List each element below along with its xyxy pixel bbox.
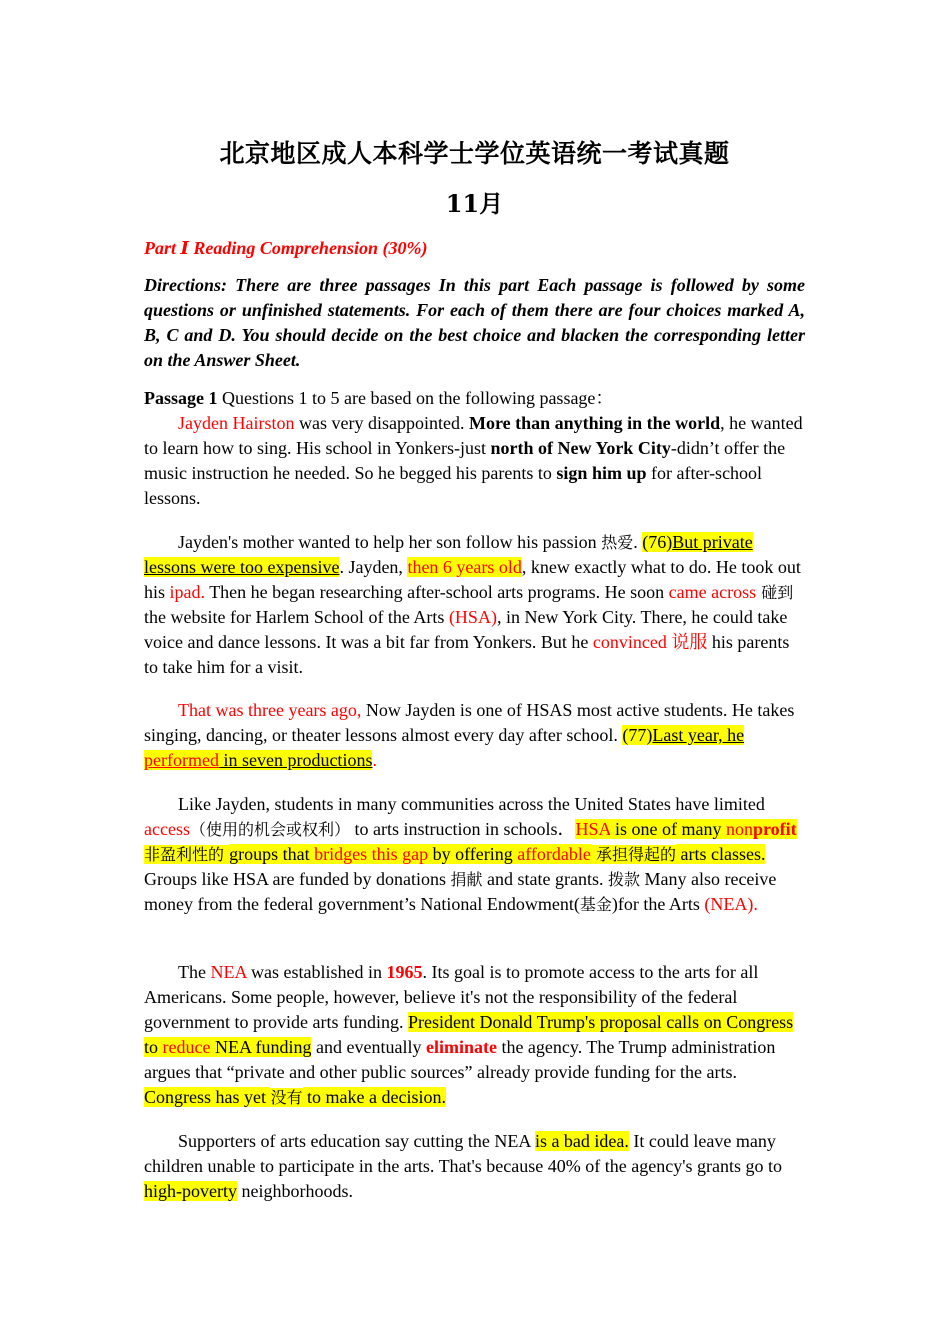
text-segment: -didn’t offer the music instruction he needed. So he begged his parents to — [144, 438, 786, 483]
highlighted-phrase: then 6 years old — [407, 557, 522, 577]
highlighted-text: high-poverty — [144, 1181, 237, 1201]
text-segment: Then he began researching after-school arts programs. He soon — [205, 582, 669, 602]
text-segment: , in New York City. There, he could take voice and dance lessons. It was a bit far from Yonkers. But he — [144, 607, 788, 652]
text-segment: sign him up — [556, 463, 647, 483]
passage-heading — [144, 386, 613, 411]
text-segment: his parents to take him for a visit. — [144, 632, 790, 677]
paragraph-1 — [144, 411, 805, 511]
question-number-76: (76) — [642, 532, 673, 552]
text-segment: 基金 — [579, 895, 612, 914]
text-segment: . — [372, 750, 377, 770]
text-segment: （使用的机会或权利） — [189, 820, 350, 839]
text-segment: Groups like HSA are funded by donations — [144, 869, 451, 889]
highlighted-text: 没有 — [270, 1088, 303, 1107]
text-segment: for after-school lessons. — [144, 463, 763, 508]
text-segment: Jayden's mother wanted to help her son follow his passion — [178, 532, 602, 552]
text-segment: 拨款 — [607, 870, 640, 889]
text-segment: Jayden Hairston — [178, 413, 295, 433]
text-segment: 热爱 — [601, 533, 634, 552]
highlighted-word: bridges this gap — [314, 844, 429, 864]
highlighted-word: HSA — [575, 819, 611, 839]
highlighted-text: 承担得起的 — [590, 845, 676, 864]
highlighted-word: affordable — [517, 844, 591, 864]
text-segment: came across — [668, 582, 757, 602]
text-segment: convinced 说服 — [592, 632, 708, 652]
passage-intro: Questions 1 to 5 are based on the following passage： — [217, 388, 614, 408]
text-segment: . Its goal is to promote access to the arts for all Americans. Some people, however, believe it's not the responsibility of the federal government to provide arts funding. — [144, 962, 759, 1032]
highlighted-text: NEA funding — [210, 1037, 312, 1057]
passage-label: Passage 1 — [144, 388, 218, 408]
text-segment: 碰到 — [756, 583, 794, 602]
paragraph-4 — [144, 792, 805, 917]
highlighted-word: performed — [144, 750, 219, 770]
highlighted-text: President Donald Trump's proposal calls on Congress to — [144, 1012, 794, 1057]
directions: Directions: There are three passages In this part Each passage is followed by some questions or unfinished statements. For each of them there are four choices marked A, B, C and D. You should decide on the best choice and blacken the corresponding letter on the Answer Sheet. — [144, 275, 805, 370]
highlighted-text: Congress has yet — [144, 1087, 271, 1107]
text-segment: neighborhoods. — [236, 1181, 353, 1201]
text-segment: the agency. The Trump administration argues that “private and other public sources” already provide funding for the arts. — [144, 1037, 776, 1082]
highlighted-text: to make a decision. — [302, 1087, 446, 1107]
text-segment: Many also receive money from the federal government’s National Endowment( — [144, 869, 777, 914]
highlighted-text: groups that — [229, 844, 315, 864]
text-segment: , he wanted to learn how to sing. His school in Yonkers-just — [144, 413, 803, 458]
highlighted-text: is a bad idea. — [534, 1131, 629, 1151]
paragraph-6 — [144, 1129, 805, 1204]
highlighted-word: non — [725, 819, 753, 839]
text-segment: , knew exactly what to do. He took out his — [144, 557, 801, 602]
question-number-77: (77) — [622, 725, 653, 745]
text-segment: access — [144, 819, 190, 839]
text-segment: More than anything in the world — [468, 413, 721, 433]
text-segment: the website for Harlem School of the Arts — [144, 607, 449, 627]
document-subtitle-month: 11月 — [445, 189, 504, 218]
highlighted-text: arts classes. — [675, 844, 766, 864]
text-segment: . — [633, 532, 643, 552]
text-segment: north of New York City — [490, 438, 671, 458]
text-segment: and eventually — [311, 1037, 426, 1057]
text-segment: Like Jayden, students in many communities across the United States have limited — [178, 794, 765, 814]
text-segment: NEA — [210, 962, 247, 982]
highlighted-word: reduce — [162, 1037, 211, 1057]
text-segment: )for the Arts — [611, 894, 705, 914]
text-segment: Now Jayden is one of HSAS most active students. He takes singing, dancing, or theater lessons almost every day after school. — [144, 700, 795, 745]
text-segment: to arts instruction in schools． — [349, 819, 576, 839]
text-segment: ipad. — [169, 582, 206, 602]
text-segment: was very disappointed. — [294, 413, 469, 433]
highlighted-sentence-77-end: in seven productions — [218, 750, 373, 770]
highlighted-text: is one of many — [610, 819, 726, 839]
paragraph-2 — [144, 530, 805, 680]
text-segment: The — [178, 962, 211, 982]
text-segment: and state grants. — [482, 869, 608, 889]
highlighted-text: by offering — [428, 844, 518, 864]
text-segment: That was three years ago, — [178, 700, 362, 720]
paragraph-5 — [144, 960, 805, 1110]
text-segment: was established in — [246, 962, 387, 982]
text-segment: It could leave many children unable to participate in the arts. That's because 40% of the agency's grants go to — [144, 1131, 782, 1176]
text-segment: (NEA). — [704, 894, 758, 914]
part-heading: Part Ⅰ Reading Comprehension (30%) — [144, 238, 428, 258]
highlighted-text: 非盈利性的 — [144, 845, 230, 864]
text-segment: Supporters of arts education say cutting the NEA — [178, 1131, 535, 1151]
highlighted-sentence-77: Last year, he — [652, 725, 745, 745]
text-segment: (HSA) — [448, 607, 497, 627]
text-segment: 捐献 — [450, 870, 483, 889]
highlighted-sentence-76: But private lessons were too expensive — [144, 532, 753, 577]
paragraph-3 — [144, 698, 805, 773]
text-segment: eliminate — [425, 1037, 497, 1057]
document-title: 北京地区成人本科学士学位英语统一考试真题 — [219, 139, 730, 168]
text-segment: . Jayden, — [339, 557, 408, 577]
highlighted-word: profit — [752, 819, 797, 839]
text-segment: 1965 — [386, 962, 423, 982]
